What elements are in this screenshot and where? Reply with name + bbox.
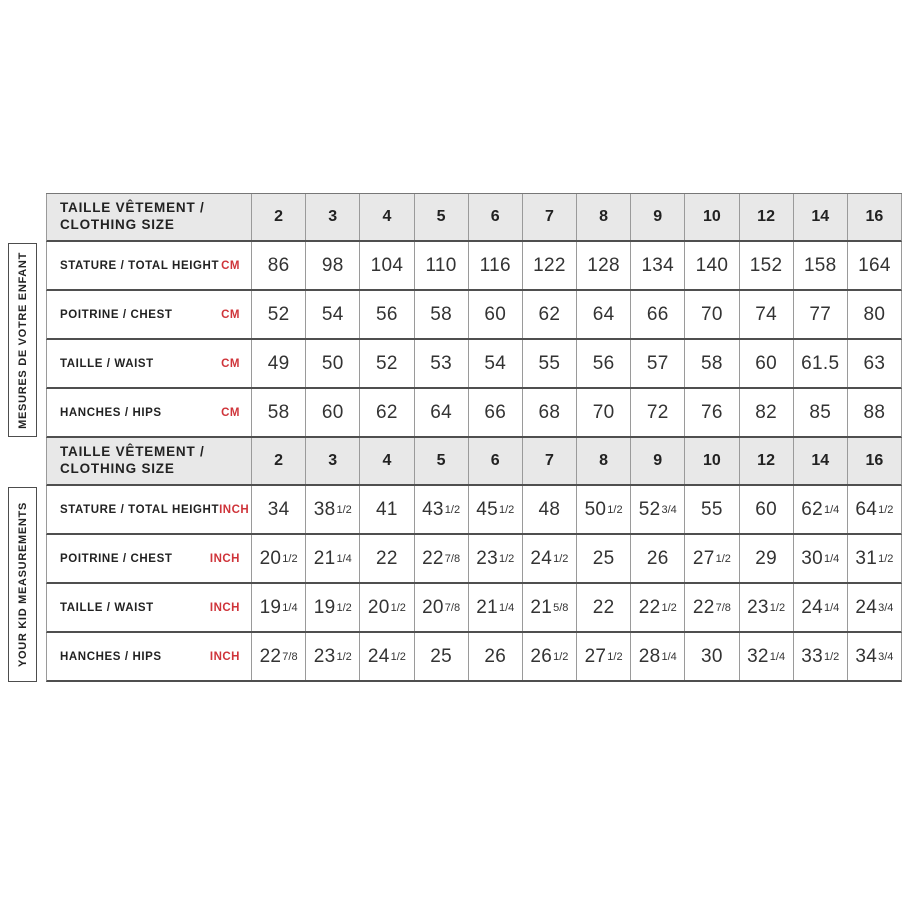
value-whole: 134 bbox=[641, 254, 675, 276]
size-value-cell bbox=[359, 389, 413, 436]
value-whole: 85 bbox=[809, 401, 832, 423]
value-whole: 70 bbox=[592, 401, 615, 423]
value-whole: 70 bbox=[701, 303, 723, 325]
measurement-label: TAILLE / WAIST bbox=[60, 357, 154, 370]
table-row bbox=[46, 242, 902, 291]
side-label-box-inch bbox=[8, 487, 37, 682]
size-value-cell bbox=[684, 584, 738, 631]
value-whole: 66 bbox=[646, 303, 669, 325]
value-fraction: 1/2 bbox=[498, 552, 515, 565]
size-value-cell bbox=[251, 340, 305, 387]
value-whole: 23 bbox=[747, 596, 769, 618]
clothing-size-header-label bbox=[47, 194, 251, 240]
size-header-cell: 5 bbox=[414, 194, 468, 240]
value-whole: 21 bbox=[313, 547, 336, 569]
value-fraction: 1/2 bbox=[444, 503, 461, 516]
size-value-cell bbox=[684, 389, 738, 436]
size-value-cell bbox=[468, 242, 522, 289]
size-value-cell bbox=[684, 340, 738, 387]
value-fraction: 1/2 bbox=[607, 503, 623, 516]
size-value-cell bbox=[739, 633, 793, 680]
size-header-cell: 6 bbox=[468, 438, 522, 484]
size-value-cell bbox=[305, 486, 359, 533]
measurement-label-cell bbox=[47, 584, 251, 631]
size-value-cell bbox=[684, 486, 738, 533]
size-value-cell bbox=[576, 486, 630, 533]
value-fraction: 3/4 bbox=[878, 650, 894, 663]
size-header-cell: 5 bbox=[414, 438, 468, 484]
value-whole: 24 bbox=[530, 547, 553, 569]
value-fraction: 5/8 bbox=[553, 601, 569, 614]
value-whole: 43 bbox=[422, 498, 444, 520]
size-value-cell bbox=[359, 633, 413, 680]
value-whole: 34 bbox=[855, 645, 878, 667]
size-value-cell bbox=[630, 633, 684, 680]
size-value-cell bbox=[630, 291, 684, 338]
table-row bbox=[46, 389, 902, 438]
measurement-label: HANCHES / HIPS bbox=[60, 406, 162, 419]
value-whole: 104 bbox=[370, 254, 404, 276]
value-fraction: 1/2 bbox=[715, 552, 731, 565]
size-value-cell bbox=[576, 291, 630, 338]
size-value-cell bbox=[793, 242, 847, 289]
size-header-cell: 14 bbox=[793, 438, 847, 484]
value-whole: 50 bbox=[321, 352, 344, 374]
table-section-inch bbox=[46, 438, 902, 682]
value-whole: 88 bbox=[863, 401, 886, 423]
value-fraction: 1/2 bbox=[553, 552, 569, 565]
size-header-cell: 8 bbox=[576, 438, 630, 484]
size-header-row-inch bbox=[46, 438, 902, 486]
value-whole: 21 bbox=[476, 596, 498, 618]
value-fraction: 1/4 bbox=[282, 601, 298, 614]
side-label-box-cm bbox=[8, 243, 37, 437]
size-header-row-cm bbox=[46, 194, 902, 242]
size-value-cell bbox=[522, 242, 576, 289]
size-value-cell bbox=[305, 291, 359, 338]
size-value-cell bbox=[468, 291, 522, 338]
value-fraction: 1/2 bbox=[336, 650, 352, 663]
size-value-cell bbox=[414, 584, 468, 631]
value-fraction: 1/2 bbox=[607, 650, 623, 663]
size-value-cell bbox=[305, 633, 359, 680]
size-header-cell: 14 bbox=[793, 194, 847, 240]
value-fraction: 7/8 bbox=[282, 650, 298, 663]
size-value-cell bbox=[305, 389, 359, 436]
measurement-label: POITRINE / CHEST bbox=[60, 308, 173, 321]
size-value-cell bbox=[359, 486, 413, 533]
value-fraction: 1/2 bbox=[553, 650, 569, 663]
size-value-cell bbox=[684, 633, 738, 680]
size-value-cell bbox=[359, 340, 413, 387]
value-whole: 60 bbox=[484, 303, 507, 325]
size-value-cell bbox=[739, 389, 793, 436]
size-value-cell bbox=[251, 291, 305, 338]
table-row bbox=[46, 633, 902, 682]
size-value-cell bbox=[468, 584, 522, 631]
value-whole: 22 bbox=[259, 645, 282, 667]
size-value-cell bbox=[576, 584, 630, 631]
value-whole: 64 bbox=[430, 401, 452, 423]
unit-label: INCH bbox=[219, 503, 250, 516]
size-value-cell bbox=[576, 242, 630, 289]
value-whole: 68 bbox=[538, 401, 561, 423]
size-value-cell bbox=[576, 389, 630, 436]
value-whole: 58 bbox=[267, 401, 290, 423]
value-whole: 27 bbox=[692, 547, 715, 569]
value-fraction: 1/4 bbox=[769, 650, 786, 663]
size-value-cell bbox=[847, 291, 901, 338]
value-whole: 58 bbox=[430, 303, 452, 325]
size-value-cell bbox=[739, 291, 793, 338]
size-value-cell bbox=[793, 486, 847, 533]
value-fraction: 1/2 bbox=[282, 552, 298, 565]
value-fraction: 7/8 bbox=[444, 552, 461, 565]
table-row bbox=[46, 340, 902, 389]
size-value-cell bbox=[305, 535, 359, 582]
measurement-label: POITRINE / CHEST bbox=[60, 552, 173, 565]
size-value-cell bbox=[414, 291, 468, 338]
value-fraction: 7/8 bbox=[444, 601, 461, 614]
value-fraction: 1/2 bbox=[878, 552, 894, 565]
value-whole: 86 bbox=[267, 254, 290, 276]
size-value-cell bbox=[522, 340, 576, 387]
value-fraction: 1/4 bbox=[498, 601, 515, 614]
value-whole: 61.5 bbox=[801, 352, 840, 374]
value-whole: 26 bbox=[530, 645, 553, 667]
size-header-cell: 10 bbox=[684, 438, 738, 484]
value-fraction: 1/4 bbox=[823, 601, 840, 614]
value-whole: 80 bbox=[863, 303, 886, 325]
value-whole: 52 bbox=[267, 303, 290, 325]
value-whole: 20 bbox=[422, 596, 444, 618]
value-fraction: 3/4 bbox=[878, 601, 894, 614]
side-label-cm-text: MESURES DE VOTRE ENFANT bbox=[16, 251, 29, 429]
value-whole: 62 bbox=[376, 401, 398, 423]
size-value-cell bbox=[630, 584, 684, 631]
size-value-cell bbox=[305, 242, 359, 289]
size-header-cell: 7 bbox=[522, 438, 576, 484]
value-fraction: 1/2 bbox=[661, 601, 677, 614]
size-value-cell bbox=[576, 633, 630, 680]
size-value-cell bbox=[251, 633, 305, 680]
value-whole: 53 bbox=[430, 352, 452, 374]
table-row bbox=[46, 291, 902, 340]
value-whole: 28 bbox=[638, 645, 661, 667]
value-whole: 22 bbox=[692, 596, 715, 618]
value-fraction: 1/2 bbox=[823, 650, 840, 663]
size-value-cell bbox=[359, 291, 413, 338]
size-value-cell bbox=[359, 535, 413, 582]
measurement-label-cell bbox=[47, 486, 251, 533]
header-label-line2: CLOTHING SIZE bbox=[60, 461, 175, 476]
value-whole: 45 bbox=[476, 498, 498, 520]
size-header-cell: 3 bbox=[305, 194, 359, 240]
size-value-cell bbox=[793, 535, 847, 582]
value-whole: 62 bbox=[801, 498, 823, 520]
size-value-cell bbox=[630, 535, 684, 582]
size-header-cell: 4 bbox=[359, 438, 413, 484]
size-header-cell: 12 bbox=[739, 438, 793, 484]
size-header-cell: 2 bbox=[251, 438, 305, 484]
value-whole: 22 bbox=[592, 596, 615, 618]
size-value-cell bbox=[468, 389, 522, 436]
size-value-cell bbox=[739, 584, 793, 631]
value-whole: 19 bbox=[259, 596, 282, 618]
value-whole: 110 bbox=[425, 254, 457, 276]
value-whole: 23 bbox=[313, 645, 336, 667]
value-whole: 27 bbox=[584, 645, 607, 667]
size-value-cell bbox=[847, 584, 901, 631]
value-whole: 49 bbox=[267, 352, 290, 374]
size-header-cell: 4 bbox=[359, 194, 413, 240]
size-value-cell bbox=[414, 633, 468, 680]
value-whole: 55 bbox=[538, 352, 561, 374]
value-whole: 158 bbox=[803, 254, 837, 276]
value-whole: 38 bbox=[313, 498, 336, 520]
value-whole: 29 bbox=[755, 547, 777, 569]
measurement-label-cell bbox=[47, 291, 251, 338]
value-whole: 25 bbox=[592, 547, 615, 569]
size-value-cell bbox=[522, 291, 576, 338]
value-whole: 54 bbox=[321, 303, 344, 325]
size-header-cell: 12 bbox=[739, 194, 793, 240]
value-whole: 26 bbox=[484, 645, 507, 667]
value-whole: 30 bbox=[701, 645, 723, 667]
header-label-line1: TAILLE VÊTEMENT / bbox=[60, 444, 205, 460]
measurement-label-cell bbox=[47, 633, 251, 680]
size-value-cell bbox=[522, 535, 576, 582]
size-value-cell bbox=[684, 291, 738, 338]
measurement-label-cell bbox=[47, 340, 251, 387]
value-whole: 58 bbox=[701, 352, 723, 374]
value-whole: 19 bbox=[313, 596, 336, 618]
size-header-cell: 3 bbox=[305, 438, 359, 484]
value-whole: 55 bbox=[701, 498, 723, 520]
size-value-cell bbox=[847, 486, 901, 533]
value-fraction: 1/4 bbox=[823, 552, 840, 565]
size-value-cell bbox=[847, 633, 901, 680]
value-whole: 52 bbox=[376, 352, 398, 374]
unit-label: INCH bbox=[209, 601, 240, 614]
size-value-cell bbox=[468, 633, 522, 680]
measurement-label: STATURE / TOTAL HEIGHT bbox=[60, 259, 220, 272]
size-value-cell bbox=[359, 584, 413, 631]
size-header-cell: 9 bbox=[630, 438, 684, 484]
value-whole: 64 bbox=[592, 303, 615, 325]
value-fraction: 3/4 bbox=[661, 503, 677, 516]
size-value-cell bbox=[630, 389, 684, 436]
value-whole: 77 bbox=[809, 303, 832, 325]
size-header-cell: 6 bbox=[468, 194, 522, 240]
size-value-cell bbox=[630, 242, 684, 289]
size-value-cell bbox=[414, 389, 468, 436]
value-whole: 22 bbox=[376, 547, 398, 569]
value-whole: 41 bbox=[376, 498, 398, 520]
measurement-label: HANCHES / HIPS bbox=[60, 650, 162, 663]
unit-label: CM bbox=[221, 406, 240, 419]
measurement-label-cell bbox=[47, 535, 251, 582]
value-whole: 60 bbox=[755, 498, 777, 520]
value-whole: 31 bbox=[855, 547, 878, 569]
measurement-label-cell bbox=[47, 389, 251, 436]
value-whole: 24 bbox=[367, 645, 390, 667]
measurement-label: STATURE / TOTAL HEIGHT bbox=[60, 503, 220, 516]
table-row bbox=[46, 535, 902, 584]
size-value-cell bbox=[305, 584, 359, 631]
size-value-cell bbox=[793, 633, 847, 680]
size-value-cell bbox=[414, 486, 468, 533]
value-fraction: 1/2 bbox=[498, 503, 515, 516]
size-header-cell: 16 bbox=[847, 194, 901, 240]
unit-label: CM bbox=[221, 259, 240, 272]
value-whole: 50 bbox=[584, 498, 607, 520]
size-value-cell bbox=[793, 291, 847, 338]
value-whole: 52 bbox=[638, 498, 661, 520]
size-value-cell bbox=[739, 486, 793, 533]
size-value-cell bbox=[522, 584, 576, 631]
value-whole: 20 bbox=[367, 596, 390, 618]
header-label-line2: CLOTHING SIZE bbox=[60, 217, 175, 232]
size-value-cell bbox=[251, 584, 305, 631]
value-whole: 82 bbox=[755, 401, 777, 423]
unit-label: CM bbox=[221, 308, 240, 321]
size-header-cell: 9 bbox=[630, 194, 684, 240]
value-whole: 24 bbox=[855, 596, 878, 618]
unit-label: INCH bbox=[209, 552, 240, 565]
value-fraction: 1/2 bbox=[336, 601, 352, 614]
size-value-cell bbox=[522, 633, 576, 680]
size-value-cell bbox=[251, 486, 305, 533]
clothing-size-header-label bbox=[47, 438, 251, 484]
value-whole: 23 bbox=[476, 547, 498, 569]
size-value-cell bbox=[576, 340, 630, 387]
value-whole: 74 bbox=[755, 303, 777, 325]
value-whole: 66 bbox=[484, 401, 507, 423]
value-whole: 164 bbox=[858, 254, 891, 276]
size-value-cell bbox=[468, 486, 522, 533]
table-section-cm bbox=[46, 194, 902, 438]
value-whole: 33 bbox=[801, 645, 823, 667]
value-fraction: 1/2 bbox=[390, 601, 406, 614]
size-header-cell: 10 bbox=[684, 194, 738, 240]
value-whole: 48 bbox=[538, 498, 561, 520]
value-whole: 122 bbox=[533, 254, 566, 276]
size-chart-table bbox=[46, 193, 902, 682]
size-header-cell: 7 bbox=[522, 194, 576, 240]
size-value-cell bbox=[739, 535, 793, 582]
table-row bbox=[46, 584, 902, 633]
value-whole: 57 bbox=[646, 352, 669, 374]
value-whole: 26 bbox=[646, 547, 669, 569]
value-whole: 22 bbox=[422, 547, 444, 569]
size-value-cell bbox=[630, 340, 684, 387]
size-value-cell bbox=[684, 242, 738, 289]
size-value-cell bbox=[522, 486, 576, 533]
value-whole: 34 bbox=[267, 498, 290, 520]
size-value-cell bbox=[251, 389, 305, 436]
size-value-cell bbox=[793, 340, 847, 387]
value-whole: 30 bbox=[801, 547, 823, 569]
value-fraction: 1/4 bbox=[661, 650, 677, 663]
unit-label: CM bbox=[221, 357, 240, 370]
value-whole: 72 bbox=[646, 401, 669, 423]
size-header-cell: 16 bbox=[847, 438, 901, 484]
value-whole: 60 bbox=[321, 401, 344, 423]
value-whole: 98 bbox=[321, 254, 344, 276]
size-value-cell bbox=[793, 389, 847, 436]
size-value-cell bbox=[739, 340, 793, 387]
value-whole: 56 bbox=[376, 303, 398, 325]
size-value-cell bbox=[468, 340, 522, 387]
size-value-cell bbox=[359, 242, 413, 289]
value-fraction: 1/2 bbox=[390, 650, 406, 663]
size-value-cell bbox=[847, 340, 901, 387]
header-label-line1: TAILLE VÊTEMENT / bbox=[60, 200, 205, 216]
value-whole: 22 bbox=[638, 596, 661, 618]
unit-label: INCH bbox=[209, 650, 240, 663]
table-row bbox=[46, 486, 902, 535]
size-value-cell bbox=[251, 242, 305, 289]
size-value-cell bbox=[793, 584, 847, 631]
value-whole: 128 bbox=[587, 254, 620, 276]
size-value-cell bbox=[847, 242, 901, 289]
measurement-label: TAILLE / WAIST bbox=[60, 601, 154, 614]
value-fraction: 1/4 bbox=[336, 552, 352, 565]
value-fraction: 1/4 bbox=[823, 503, 840, 516]
size-value-cell bbox=[468, 535, 522, 582]
value-fraction: 1/2 bbox=[769, 601, 786, 614]
value-whole: 24 bbox=[801, 596, 823, 618]
value-whole: 64 bbox=[855, 498, 878, 520]
size-value-cell bbox=[522, 389, 576, 436]
value-whole: 20 bbox=[259, 547, 282, 569]
size-value-cell bbox=[414, 242, 468, 289]
value-whole: 21 bbox=[530, 596, 553, 618]
side-label-inch-text: YOUR KID MEASUREMENTS bbox=[16, 501, 29, 668]
value-whole: 62 bbox=[538, 303, 561, 325]
value-whole: 60 bbox=[755, 352, 777, 374]
value-whole: 76 bbox=[701, 401, 723, 423]
value-whole: 140 bbox=[695, 254, 729, 276]
value-fraction: 1/2 bbox=[336, 503, 352, 516]
value-whole: 152 bbox=[749, 254, 783, 276]
value-whole: 32 bbox=[747, 645, 769, 667]
size-value-cell bbox=[630, 486, 684, 533]
size-value-cell bbox=[576, 535, 630, 582]
size-header-cell: 8 bbox=[576, 194, 630, 240]
value-whole: 56 bbox=[592, 352, 615, 374]
size-value-cell bbox=[684, 535, 738, 582]
size-header-cell: 2 bbox=[251, 194, 305, 240]
size-value-cell bbox=[414, 340, 468, 387]
size-value-cell bbox=[847, 535, 901, 582]
value-whole: 25 bbox=[430, 645, 452, 667]
size-value-cell bbox=[739, 242, 793, 289]
size-value-cell bbox=[414, 535, 468, 582]
value-fraction: 7/8 bbox=[715, 601, 731, 614]
measurement-label-cell bbox=[47, 242, 251, 289]
size-value-cell bbox=[847, 389, 901, 436]
value-whole: 116 bbox=[479, 254, 511, 276]
value-whole: 54 bbox=[484, 352, 507, 374]
size-value-cell bbox=[305, 340, 359, 387]
value-whole: 63 bbox=[863, 352, 886, 374]
size-value-cell bbox=[251, 535, 305, 582]
value-fraction: 1/2 bbox=[878, 503, 894, 516]
